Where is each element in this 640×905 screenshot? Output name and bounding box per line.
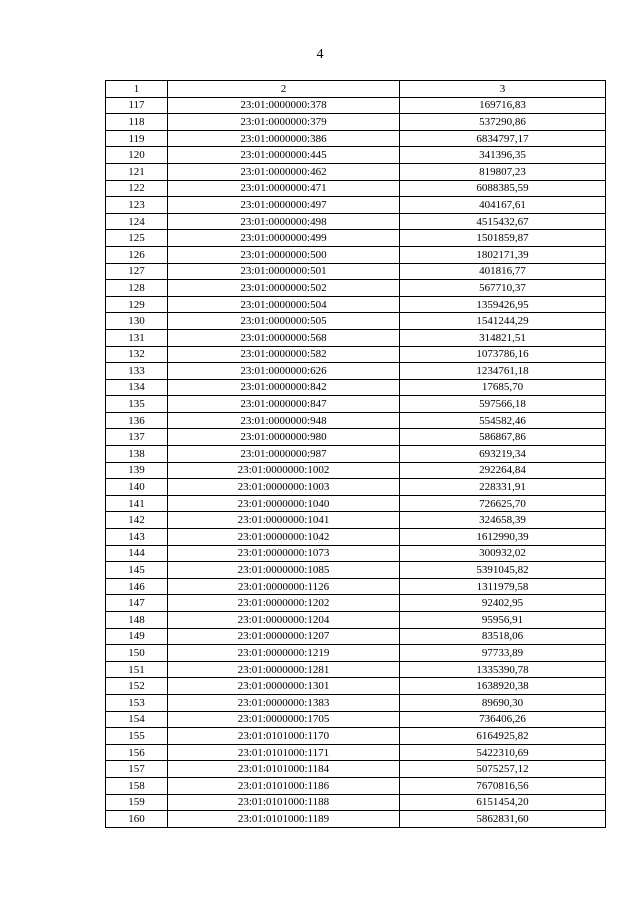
table-row xyxy=(106,595,606,612)
value-cell: 1073786,16 xyxy=(400,346,606,363)
row-number-cell: 136 xyxy=(106,412,168,429)
table-row xyxy=(106,694,606,711)
cadastral-number-cell: 23:01:0000000:1301 xyxy=(168,678,400,695)
row-number-cell: 119 xyxy=(106,130,168,147)
table-row xyxy=(106,811,606,828)
column-header-3: 3 xyxy=(400,81,606,98)
row-number-cell: 143 xyxy=(106,529,168,546)
table-row xyxy=(106,711,606,728)
value-cell: 401816,77 xyxy=(400,263,606,280)
table-row xyxy=(106,263,606,280)
cadastral-number-cell: 23:01:0000000:1040 xyxy=(168,495,400,512)
table-header-row xyxy=(106,81,606,98)
cadastral-number-cell: 23:01:0000000:1003 xyxy=(168,479,400,496)
table-row xyxy=(106,761,606,778)
cadastral-number-cell: 23:01:0000000:1219 xyxy=(168,645,400,662)
cadastral-number-cell: 23:01:0000000:582 xyxy=(168,346,400,363)
row-number-cell: 118 xyxy=(106,114,168,131)
cadastral-number-cell: 23:01:0000000:1204 xyxy=(168,612,400,629)
row-number-cell: 137 xyxy=(106,429,168,446)
row-number-cell: 147 xyxy=(106,595,168,612)
row-number-cell: 124 xyxy=(106,213,168,230)
row-number-cell: 130 xyxy=(106,313,168,330)
value-cell: 89690,30 xyxy=(400,694,606,711)
value-cell: 736406,26 xyxy=(400,711,606,728)
column-header-2: 2 xyxy=(168,81,400,98)
row-number-cell: 128 xyxy=(106,280,168,297)
value-cell: 314821,51 xyxy=(400,329,606,346)
value-cell: 404167,61 xyxy=(400,197,606,214)
row-number-cell: 134 xyxy=(106,379,168,396)
value-cell: 693219,34 xyxy=(400,446,606,463)
cadastral-number-cell: 23:01:0000000:462 xyxy=(168,163,400,180)
row-number-cell: 140 xyxy=(106,479,168,496)
value-cell: 1541244,29 xyxy=(400,313,606,330)
value-cell: 1501859,87 xyxy=(400,230,606,247)
row-number-cell: 139 xyxy=(106,462,168,479)
cadastral-number-cell: 23:01:0000000:501 xyxy=(168,263,400,280)
cadastral-number-cell: 23:01:0000000:1041 xyxy=(168,512,400,529)
row-number-cell: 144 xyxy=(106,545,168,562)
row-number-cell: 150 xyxy=(106,645,168,662)
row-number-cell: 133 xyxy=(106,363,168,380)
row-number-cell: 152 xyxy=(106,678,168,695)
row-number-cell: 141 xyxy=(106,495,168,512)
table-row xyxy=(106,545,606,562)
row-number-cell: 132 xyxy=(106,346,168,363)
value-cell: 1612990,39 xyxy=(400,529,606,546)
table-row xyxy=(106,744,606,761)
row-number-cell: 127 xyxy=(106,263,168,280)
value-cell: 554582,46 xyxy=(400,412,606,429)
row-number-cell: 146 xyxy=(106,578,168,595)
cadastral-number-cell: 23:01:0000000:1002 xyxy=(168,462,400,479)
row-number-cell: 120 xyxy=(106,147,168,164)
table-row xyxy=(106,197,606,214)
table-row xyxy=(106,728,606,745)
table-row xyxy=(106,412,606,429)
value-cell: 228331,91 xyxy=(400,479,606,496)
row-number-cell: 153 xyxy=(106,694,168,711)
value-cell: 1311979,58 xyxy=(400,578,606,595)
table-row xyxy=(106,429,606,446)
value-cell: 95956,91 xyxy=(400,612,606,629)
cadastral-number-cell: 23:01:0000000:445 xyxy=(168,147,400,164)
cadastral-number-cell: 23:01:0000000:498 xyxy=(168,213,400,230)
value-cell: 5862831,60 xyxy=(400,811,606,828)
value-cell: 567710,37 xyxy=(400,280,606,297)
page-number: 4 xyxy=(316,47,324,62)
table-row xyxy=(106,612,606,629)
table-row xyxy=(106,114,606,131)
table-row xyxy=(106,562,606,579)
table-row xyxy=(106,645,606,662)
table-row xyxy=(106,529,606,546)
table-row xyxy=(106,246,606,263)
table-row xyxy=(106,396,606,413)
row-number-cell: 145 xyxy=(106,562,168,579)
cadastral-number-cell: 23:01:0000000:842 xyxy=(168,379,400,396)
row-number-cell: 123 xyxy=(106,197,168,214)
value-cell: 83518,06 xyxy=(400,628,606,645)
table-row xyxy=(106,363,606,380)
table-row xyxy=(106,628,606,645)
row-number-cell: 121 xyxy=(106,163,168,180)
value-cell: 17685,70 xyxy=(400,379,606,396)
value-cell: 1638920,38 xyxy=(400,678,606,695)
table-row xyxy=(106,446,606,463)
value-cell: 586867,86 xyxy=(400,429,606,446)
value-cell: 300932,02 xyxy=(400,545,606,562)
row-number-cell: 138 xyxy=(106,446,168,463)
cadastral-number-cell: 23:01:0000000:497 xyxy=(168,197,400,214)
cadastral-number-cell: 23:01:0000000:502 xyxy=(168,280,400,297)
table-row xyxy=(106,346,606,363)
table-row xyxy=(106,794,606,811)
cadastral-number-cell: 23:01:0000000:386 xyxy=(168,130,400,147)
value-cell: 1359426,95 xyxy=(400,296,606,313)
cadastral-number-cell: 23:01:0000000:1383 xyxy=(168,694,400,711)
table-row xyxy=(106,777,606,794)
row-number-cell: 149 xyxy=(106,628,168,645)
value-cell: 1335390,78 xyxy=(400,661,606,678)
value-cell: 292264,84 xyxy=(400,462,606,479)
row-number-cell: 157 xyxy=(106,761,168,778)
cadastral-number-cell: 23:01:0000000:1705 xyxy=(168,711,400,728)
row-number-cell: 142 xyxy=(106,512,168,529)
table-row xyxy=(106,180,606,197)
value-cell: 5075257,12 xyxy=(400,761,606,778)
cadastral-number-cell: 23:01:0101000:1186 xyxy=(168,777,400,794)
table-body xyxy=(106,97,606,827)
table-row xyxy=(106,661,606,678)
value-cell: 819807,23 xyxy=(400,163,606,180)
cadastral-number-cell: 23:01:0000000:378 xyxy=(168,97,400,114)
cadastral-number-cell: 23:01:0101000:1184 xyxy=(168,761,400,778)
row-number-cell: 135 xyxy=(106,396,168,413)
table-row xyxy=(106,678,606,695)
cadastral-number-cell: 23:01:0000000:1085 xyxy=(168,562,400,579)
value-cell: 4515432,67 xyxy=(400,213,606,230)
value-cell: 6151454,20 xyxy=(400,794,606,811)
table-row xyxy=(106,296,606,313)
table-row xyxy=(106,379,606,396)
cadastral-number-cell: 23:01:0000000:505 xyxy=(168,313,400,330)
row-number-cell: 117 xyxy=(106,97,168,114)
table-row xyxy=(106,313,606,330)
cadastral-number-cell: 23:01:0000000:1207 xyxy=(168,628,400,645)
table-row xyxy=(106,130,606,147)
value-cell: 5391045,82 xyxy=(400,562,606,579)
row-number-cell: 158 xyxy=(106,777,168,794)
table-row xyxy=(106,280,606,297)
table-row xyxy=(106,495,606,512)
value-cell: 6088385,59 xyxy=(400,180,606,197)
row-number-cell: 160 xyxy=(106,811,168,828)
table-row xyxy=(106,462,606,479)
value-cell: 726625,70 xyxy=(400,495,606,512)
table-row xyxy=(106,329,606,346)
cadastral-number-cell: 23:01:0000000:499 xyxy=(168,230,400,247)
cadastral-number-cell: 23:01:0000000:1202 xyxy=(168,595,400,612)
table-row xyxy=(106,97,606,114)
cadastral-number-cell: 23:01:0000000:1042 xyxy=(168,529,400,546)
cadastral-number-cell: 23:01:0000000:987 xyxy=(168,446,400,463)
cadastral-number-cell: 23:01:0101000:1170 xyxy=(168,728,400,745)
cadastral-number-cell: 23:01:0000000:471 xyxy=(168,180,400,197)
value-cell: 341396,35 xyxy=(400,147,606,164)
row-number-cell: 125 xyxy=(106,230,168,247)
cadastral-number-cell: 23:01:0000000:379 xyxy=(168,114,400,131)
value-cell: 97733,89 xyxy=(400,645,606,662)
cadastral-number-cell: 23:01:0000000:1073 xyxy=(168,545,400,562)
value-cell: 169716,83 xyxy=(400,97,606,114)
cadastral-number-cell: 23:01:0000000:568 xyxy=(168,329,400,346)
value-cell: 92402,95 xyxy=(400,595,606,612)
table-row xyxy=(106,578,606,595)
row-number-cell: 154 xyxy=(106,711,168,728)
cadastral-number-cell: 23:01:0000000:1281 xyxy=(168,661,400,678)
row-number-cell: 148 xyxy=(106,612,168,629)
cadastral-number-cell: 23:01:0000000:847 xyxy=(168,396,400,413)
cadastral-number-cell: 23:01:0000000:948 xyxy=(168,412,400,429)
value-cell: 324658,39 xyxy=(400,512,606,529)
value-cell: 6164925,82 xyxy=(400,728,606,745)
table-row xyxy=(106,230,606,247)
value-cell: 1802171,39 xyxy=(400,246,606,263)
table-row xyxy=(106,479,606,496)
value-cell: 537290,86 xyxy=(400,114,606,131)
cadastral-number-cell: 23:01:0000000:626 xyxy=(168,363,400,380)
cadastral-number-cell: 23:01:0000000:980 xyxy=(168,429,400,446)
cadastral-number-cell: 23:01:0101000:1171 xyxy=(168,744,400,761)
row-number-cell: 122 xyxy=(106,180,168,197)
row-number-cell: 131 xyxy=(106,329,168,346)
cadastral-number-cell: 23:01:0101000:1188 xyxy=(168,794,400,811)
value-cell: 5422310,69 xyxy=(400,744,606,761)
row-number-cell: 155 xyxy=(106,728,168,745)
data-table xyxy=(105,80,606,828)
table-row xyxy=(106,213,606,230)
row-number-cell: 126 xyxy=(106,246,168,263)
cadastral-number-cell: 23:01:0000000:500 xyxy=(168,246,400,263)
row-number-cell: 156 xyxy=(106,744,168,761)
table-row xyxy=(106,147,606,164)
table-row xyxy=(106,163,606,180)
row-number-cell: 151 xyxy=(106,661,168,678)
row-number-cell: 129 xyxy=(106,296,168,313)
table-row xyxy=(106,512,606,529)
row-number-cell: 159 xyxy=(106,794,168,811)
value-cell: 1234761,18 xyxy=(400,363,606,380)
cadastral-number-cell: 23:01:0000000:1126 xyxy=(168,578,400,595)
value-cell: 597566,18 xyxy=(400,396,606,413)
value-cell: 7670816,56 xyxy=(400,777,606,794)
value-cell: 6834797,17 xyxy=(400,130,606,147)
column-header-1: 1 xyxy=(106,81,168,98)
cadastral-number-cell: 23:01:0000000:504 xyxy=(168,296,400,313)
cadastral-number-cell: 23:01:0101000:1189 xyxy=(168,811,400,828)
